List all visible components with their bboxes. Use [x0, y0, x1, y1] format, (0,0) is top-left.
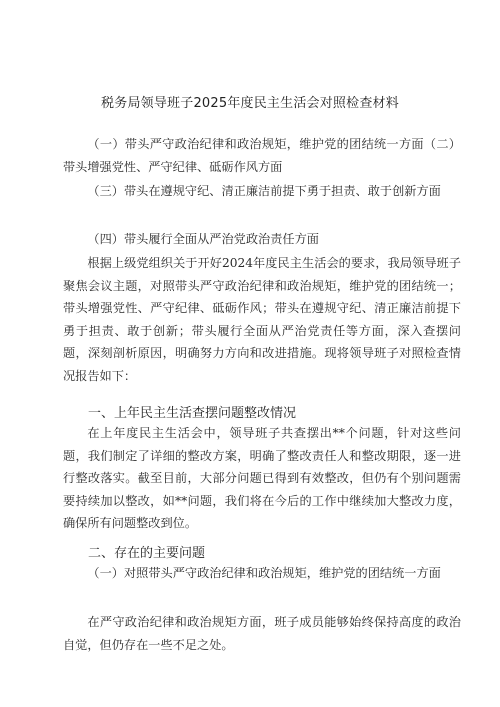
- document-title: 税务局领导班子2025年度民主生活会对照检查材料: [101, 96, 399, 111]
- section-heading-2: 二、存在的主要问题: [88, 546, 206, 561]
- section-2-paragraph: 在严守政治纪律和政治规矩方面，班子成员能够始终保持高度的政治自觉，但仍存在一些不足之处。: [63, 615, 461, 652]
- section-heading-1: 一、上年民主生活查摆问题整改情况: [88, 406, 297, 421]
- topic-item-1-2: （一）带头严守政治纪律和政治规矩，维护党的团结统一方面（二）带头增强党性、严守纪律、砥砺作风方面: [63, 137, 461, 174]
- intro-paragraph: 根据上级党组织关于开好2024年度民主生活会的要求，我局领导班子聚焦会议主题，对照带头严守政治纪律和政治规矩，维护党的团结统一；带头增强党性、严守纪律、砥砺作风；带头在遵规守纪、清正廉洁前提下勇于担责、敢于创新；带头履行全面从严治党责任等方面，深入查摆问题，深刻剖析原因，明确努力方向和改进措施。现将领导班子对照检查情况报告如下：: [63, 256, 461, 383]
- section-1-paragraph: 在上年度民主生活会中，领导班子共查摆出**个问题，针对这些问题，我们制定了详细的整改方案，明确了整改责任人和整改期限，逐一进行整改落实。截至目前，大部分问题已得到有效整改，但仍有个别问题需要持续加以整改，如**问题，我们将在今后的工作中继续加大整改力度，确保所有问题整改到位。: [63, 426, 461, 530]
- topic-item-3: （三）带头在遵规守纪、清正廉洁前提下勇于担责、敢于创新方面: [87, 184, 441, 198]
- subsection-heading-2-1: （一）对照带头严守政治纪律和政治规矩，维护党的团结统一方面: [87, 566, 441, 580]
- topic-item-4: （四）带头履行全面从严治党政治责任方面: [87, 232, 319, 246]
